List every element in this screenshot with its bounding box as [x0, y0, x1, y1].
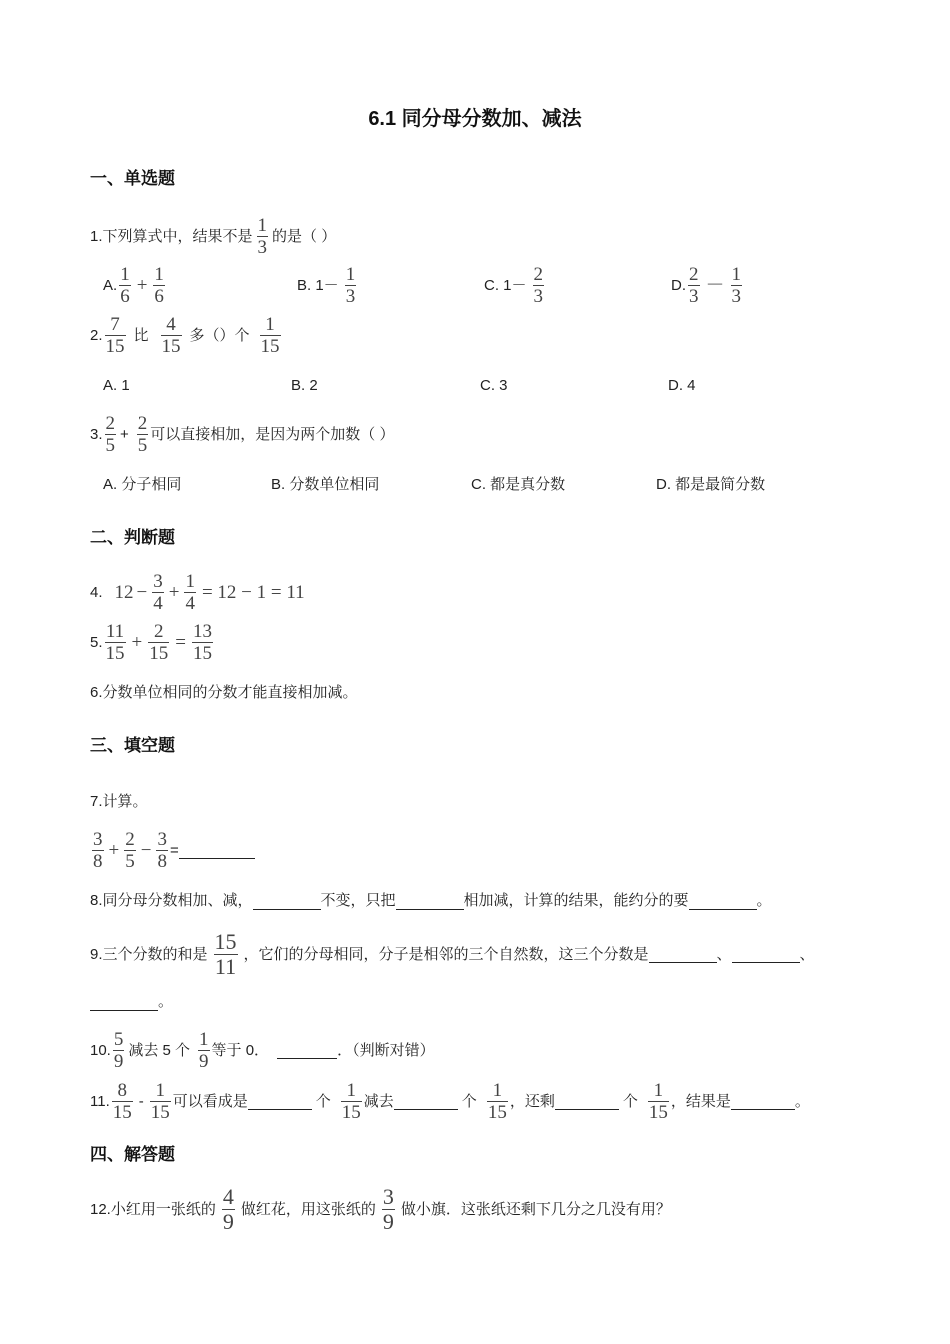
question-1: [90, 216, 336, 257]
fraction: $\frac{15}{11}$: [214, 929, 237, 979]
fraction: $\frac{13}{15}$: [192, 621, 212, 664]
answer-blank[interactable]: [555, 1093, 619, 1110]
answer-blank[interactable]: [248, 1093, 312, 1110]
question-5: [90, 622, 215, 663]
question-text: 减去 5 个: [128, 1041, 191, 1059]
question-6: 6.分数单位相同的分数才能直接相加减。: [90, 684, 358, 701]
answer-blank[interactable]: [277, 1042, 337, 1059]
question-10: [90, 1030, 435, 1071]
option-d[interactable]: [671, 265, 744, 306]
fraction: $\frac{1}{6}$: [154, 264, 164, 307]
fraction: $\frac{1}{6}$: [120, 264, 130, 307]
question-text: 个: [461, 1092, 477, 1110]
question-text: ，它们的分母相同，分子是相邻的三个自然数，这三个分数是: [243, 945, 649, 963]
question-4: [90, 572, 305, 613]
fraction: $\frac{1}{15}$: [150, 1080, 170, 1123]
fraction: $\frac{4}{15}$: [161, 314, 181, 357]
option-c[interactable]: C. 都是真分数: [471, 476, 566, 493]
section-heading-true-false: 二、判断题: [90, 528, 175, 547]
math-term: 12: [114, 581, 134, 603]
question-11: [90, 1081, 810, 1122]
question-text: 的是（ ）: [272, 227, 337, 245]
question-text: 个: [622, 1092, 638, 1110]
fraction: $\frac{3}{4}$: [153, 571, 163, 614]
question-7: 7.计算。: [90, 793, 148, 810]
fraction: $\frac{1}{3}$: [731, 264, 742, 307]
question-number: 11.: [90, 1092, 110, 1110]
question-text: 可以看成是: [172, 1092, 248, 1110]
question-text: 。: [756, 892, 772, 909]
operator: －: [705, 274, 725, 296]
question-3: [90, 414, 394, 455]
question-number: 2.: [90, 326, 103, 344]
answer-blank[interactable]: [731, 1093, 795, 1110]
question-number: 4.: [90, 583, 103, 601]
fraction: $\frac{1}{15}$: [648, 1080, 668, 1123]
section-heading-fill-in: 三、填空题: [90, 736, 175, 755]
question-text: ，结果是: [670, 1092, 731, 1110]
separator: 、: [799, 945, 815, 963]
operator: −: [136, 581, 148, 603]
question-text: 9.三个分数的和是: [90, 945, 208, 963]
option-b[interactable]: B. 2: [291, 377, 318, 394]
question-text: ．（判断对错）: [337, 1041, 435, 1059]
question-number: 3.: [90, 425, 103, 443]
fraction: $\frac{3}{9}$: [382, 1184, 394, 1234]
fraction: $\frac{3}{8}$: [157, 829, 167, 872]
answer-blank[interactable]: [394, 1093, 458, 1110]
math-term: = 12 − 1 = 11: [201, 581, 305, 603]
question-text: 。: [794, 1092, 810, 1110]
answer-blank[interactable]: [732, 946, 800, 963]
fraction: $\frac{1}{3}$: [345, 264, 356, 307]
question-number: 1.: [90, 227, 103, 245]
question-text: 做红花，用这张纸的: [240, 1200, 376, 1218]
fraction: $\frac{7}{15}$: [105, 314, 125, 357]
question-text: 8.同分母分数相加、减，: [90, 892, 253, 909]
option-a[interactable]: A. 分子相同: [103, 476, 182, 493]
question-text: ，还剩: [509, 1092, 555, 1110]
option-c[interactable]: C. 3: [480, 377, 508, 394]
option-a[interactable]: A. 1: [103, 377, 130, 394]
operator: =: [175, 631, 186, 653]
fraction: $\frac{3}{8}$: [93, 829, 103, 872]
operator: +: [168, 581, 180, 603]
fraction: $\frac{1}{15}$: [341, 1080, 361, 1123]
answer-blank[interactable]: [689, 893, 757, 910]
fraction: $\frac{4}{9}$: [222, 1184, 234, 1234]
question-text: 下列算式中，结果不是: [102, 227, 253, 245]
question-text: 比: [133, 326, 149, 344]
option-b[interactable]: [297, 265, 358, 306]
answer-blank[interactable]: [90, 994, 158, 1011]
page-title: 6.1 同分母分数加、减法: [368, 108, 582, 130]
option-label: D.: [671, 276, 686, 294]
fraction: $\frac{2}{3}$: [689, 264, 699, 307]
question-2: [90, 315, 283, 356]
fraction: $\frac{1}{15}$: [260, 314, 280, 357]
question-text: 做小旗．这张纸还剩下几分之几没有用？: [400, 1200, 671, 1218]
operator: −: [140, 839, 152, 861]
fraction: $\frac{11}{15}$: [105, 621, 125, 664]
question-text: 12.小红用一张纸的: [90, 1200, 216, 1218]
fraction: $\frac{2}{15}$: [149, 621, 169, 664]
answer-blank[interactable]: [649, 946, 717, 963]
operator: -: [138, 1092, 144, 1110]
answer-blank[interactable]: [179, 842, 255, 859]
option-label: A.: [103, 276, 118, 294]
question-9-continued: [90, 990, 173, 1014]
question-text: 相加减，计算的结果，能约分的要: [463, 892, 689, 909]
fraction: $\frac{1}{3}$: [257, 215, 268, 258]
question-text: 。: [158, 993, 174, 1010]
question-text: 不变，只把: [320, 892, 396, 909]
section-heading-single-choice: 一、单选题: [90, 169, 175, 188]
fraction: $\frac{1}{4}$: [185, 571, 195, 614]
fraction: $\frac{1}{9}$: [199, 1029, 209, 1072]
fraction: $\frac{2}{5}$: [125, 829, 135, 872]
operator: +: [120, 425, 129, 443]
option-d[interactable]: D. 都是最简分数: [656, 476, 766, 493]
answer-blank[interactable]: [396, 893, 464, 910]
question-number: 5.: [90, 633, 103, 651]
question-number: 10.: [90, 1041, 111, 1059]
section-heading-answer: 四、解答题: [90, 1145, 175, 1164]
option-a[interactable]: [103, 265, 167, 306]
question-8: [90, 889, 772, 913]
question-text: 多（）个: [189, 326, 250, 344]
fraction: $\frac{2}{5}$: [105, 413, 116, 456]
operator: +: [136, 274, 148, 296]
question-text: 减去: [363, 1092, 394, 1110]
fraction: $\frac{8}{15}$: [112, 1080, 132, 1123]
fraction: $\frac{5}{9}$: [113, 1029, 124, 1072]
operator: +: [131, 631, 143, 653]
operator: =: [169, 841, 179, 859]
option-b[interactable]: B. 分数单位相同: [271, 476, 380, 493]
option-d[interactable]: D. 4: [668, 377, 696, 394]
separator: 、: [716, 945, 732, 963]
question-text: 个: [315, 1092, 331, 1110]
option-label: C. 1－: [484, 276, 527, 294]
fraction: $\frac{1}{15}$: [487, 1080, 507, 1123]
question-12: [90, 1186, 671, 1233]
fraction: $\frac{2}{5}$: [137, 413, 148, 456]
fraction: $\frac{2}{3}$: [533, 264, 544, 307]
answer-blank[interactable]: [253, 893, 321, 910]
option-label: B. 1－: [297, 276, 339, 294]
question-text: 等于 0．: [211, 1041, 270, 1059]
question-7-expression: [90, 830, 255, 871]
question-text: 可以直接相加，是因为两个加数（ ）: [150, 425, 395, 443]
question-9: [90, 931, 815, 978]
operator: +: [108, 839, 120, 861]
option-c[interactable]: [484, 265, 546, 306]
